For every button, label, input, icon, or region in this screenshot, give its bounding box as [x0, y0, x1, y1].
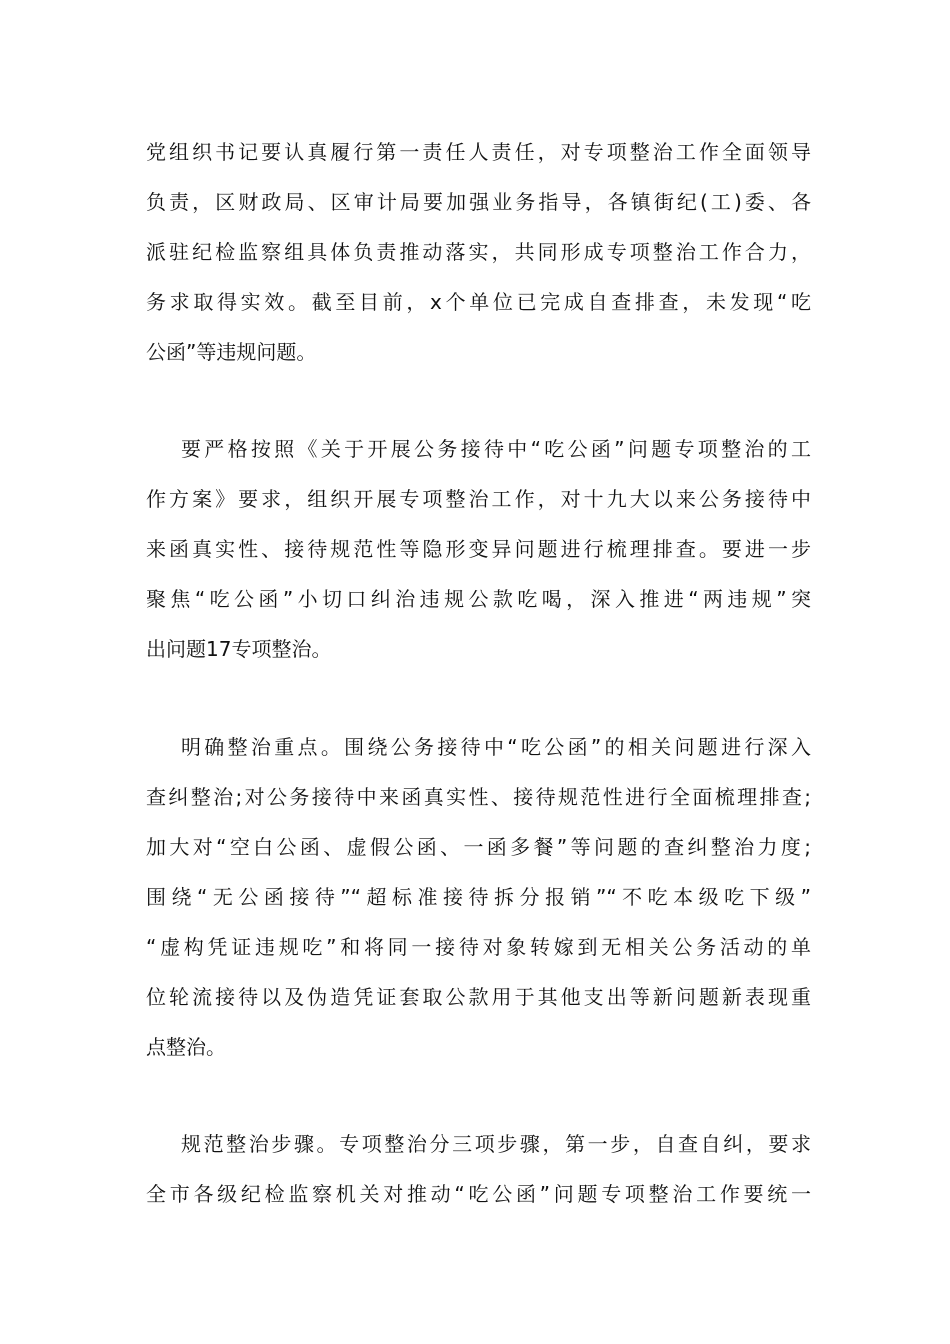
paragraph-line: 查纠整治;对公务接待中来函真实性、接待规范性进行全面梳理排查; — [146, 785, 811, 809]
paragraph-line: 位轮流接待以及伪造凭证套取公款用于其他支出等新问题新表现重 — [146, 985, 811, 1009]
paragraph-line: 负责，区财政局、区审计局要加强业务指导，各镇街纪(工)委、各 — [146, 190, 811, 214]
paragraph-line: 派驻纪检监察组具体负责推动落实，共同形成专项整治工作合力， — [146, 240, 811, 264]
paragraph-line: 出问题17专项整治。 — [146, 637, 332, 661]
paragraph-line: 明确整治重点。围绕公务接待中“吃公函”的相关问题进行深入 — [181, 735, 811, 759]
paragraph-line: 要严格按照《关于开展公务接待中“吃公函”问题专项整治的工 — [181, 437, 811, 461]
paragraph-line: 聚焦“吃公函”小切口纠治违规公款吃喝，深入推进“两违规”突 — [146, 587, 811, 611]
paragraph-line: 围绕“无公函接待”“超标准接待拆分报销”“不吃本级吃下级” — [146, 885, 811, 909]
paragraph-line: 公函”等违规问题。 — [146, 340, 317, 364]
paragraph-line: 务求取得实效。截至目前，x个单位已完成自查排查，未发现“吃 — [146, 290, 811, 314]
paragraph-line: 党组织书记要认真履行第一责任人责任，对专项整治工作全面领导 — [146, 140, 811, 164]
paragraph-line: 点整治。 — [146, 1035, 226, 1059]
paragraph-line: 全市各级纪检监察机关对推动“吃公函”问题专项整治工作要统一 — [146, 1182, 811, 1206]
paragraph-line: 来函真实性、接待规范性等隐形变异问题进行梳理排查。要进一步 — [146, 537, 811, 561]
paragraph-line: 加大对“空白公函、虚假公函、一函多餐”等问题的查纠整治力度; — [146, 835, 811, 859]
paragraph-line: “虚构凭证违规吃”和将同一接待对象转嫁到无相关公务活动的单 — [146, 935, 811, 959]
paragraph-line: 规范整治步骤。专项整治分三项步骤，第一步，自查自纠，要求 — [181, 1132, 811, 1156]
paragraph-line: 作方案》要求，组织开展专项整治工作，对十九大以来公务接待中 — [146, 487, 811, 511]
